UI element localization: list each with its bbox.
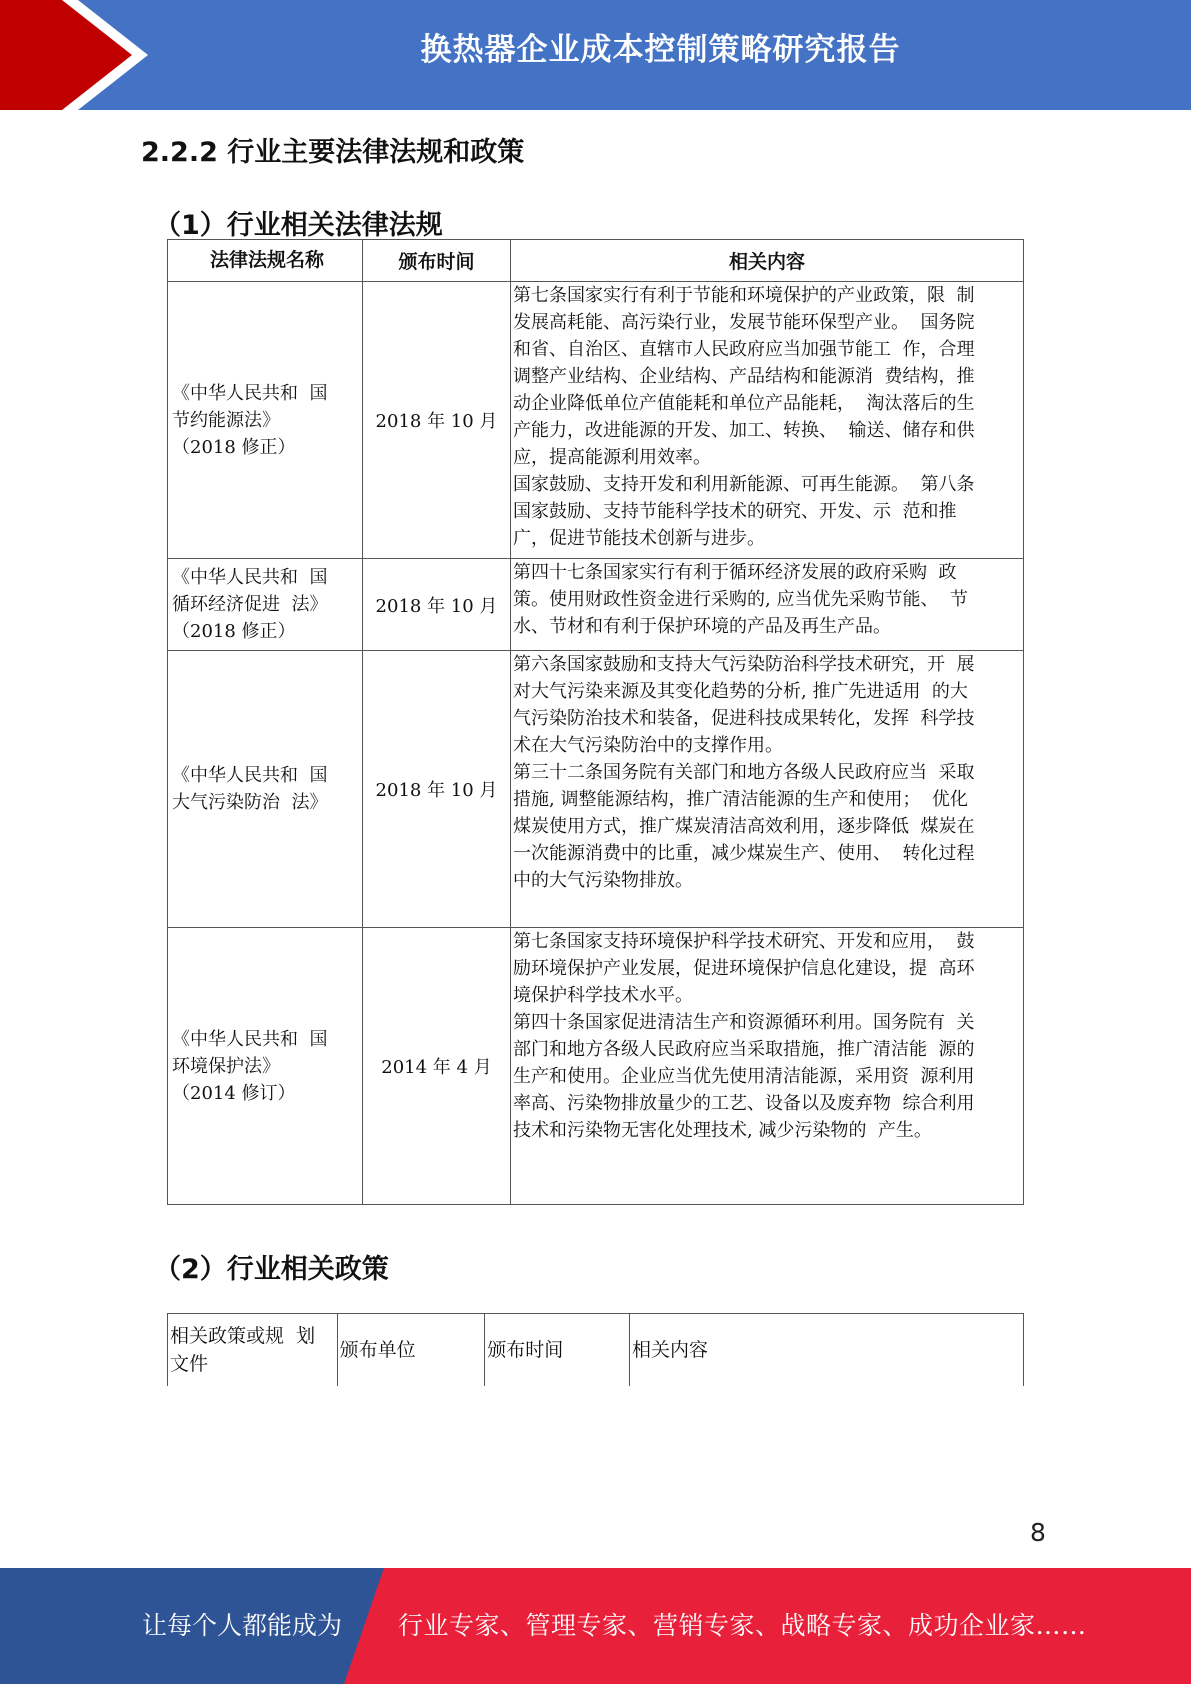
law-name-line: 《中华人民共和 国 <box>172 765 328 786</box>
law-content-cell <box>511 651 1024 928</box>
law-content-line: 生产和使用。企业应当优先使用清洁能源，采用资 源利用 <box>513 1066 975 1087</box>
policy-column-header <box>337 1314 485 1387</box>
laws-table <box>167 239 1024 1205</box>
law-content-line: 第六条国家鼓励和支持大气污染防治科学技术研究，开 展 <box>513 654 975 675</box>
law-name-line: 节约能源法》 <box>172 409 280 431</box>
column-header-name: 法律法规名称 <box>168 240 363 282</box>
law-name-line: 循环经济促进 法》 <box>172 594 328 615</box>
law-content-line: 应，提高能源利用效率。 <box>513 447 711 468</box>
law-content-line: 境保护科学技术水平。 <box>513 985 693 1006</box>
policy-column-header-line: 相关政策或规 划 <box>170 1325 316 1347</box>
law-content-line: 一次能源消费中的比重，减少煤炭生产、使用、 转化过程 <box>513 843 975 864</box>
law-content-line: 国家鼓励、支持开发和利用新能源、可再生能源。 第八条 <box>513 474 975 495</box>
law-date-cell: 2018 年 10 月 <box>363 559 511 651</box>
law-content-line: 术在大气污染防治中的支撑作用。 <box>513 735 783 756</box>
table-row <box>168 651 1024 928</box>
policies-table <box>167 1313 1024 1386</box>
law-name-line: 《中华人民共和 国 <box>172 1028 328 1050</box>
law-content-line: 第三十二条国务院有关部门和地方各级人民政府应当 采取 <box>513 762 975 783</box>
report-title: 换热器企业成本控制策略研究报告 <box>420 32 901 68</box>
law-content-line: 国家鼓励、支持节能科学技术的研究、开发、示 范和推 <box>513 501 957 522</box>
table-row <box>168 282 1024 559</box>
law-name-line: 环境保护法》 <box>172 1055 280 1077</box>
law-content-line: 部门和地方各级人民政府应当采取措施，推广清洁能 源的 <box>513 1039 975 1060</box>
column-header-content: 相关内容 <box>511 240 1024 282</box>
law-content-cell <box>511 928 1024 1205</box>
law-content-line: 发展高耗能、高污染行业，发展节能环保型产业。 国务院 <box>513 312 975 333</box>
law-content-line: 调整产业结构、企业结构、产品结构和能源消 费结构，推 <box>513 366 975 387</box>
law-name-line: （2014 修订） <box>172 1082 296 1104</box>
law-content-line: 励环境保护产业发展，促进环境保护信息化建设，提 高环 <box>513 958 975 979</box>
law-name-line: （2018 修正） <box>172 621 296 642</box>
column-header-date: 颁布时间 <box>363 240 511 282</box>
law-name-cell <box>168 651 363 928</box>
law-name-cell <box>168 928 363 1205</box>
chevron-arrow-icon <box>0 0 160 110</box>
policy-column-header-line: 颁布时间 <box>487 1339 564 1361</box>
law-content-line: 第四十七条国家实行有利于循环经济发展的政府采购 政 <box>513 562 957 583</box>
law-name-line: 大气污染防治 法》 <box>172 792 328 813</box>
law-content-line: 策。使用财政性资金进行采购的, 应当优先采购节能、 节 <box>513 589 968 610</box>
law-date-cell: 2018 年 10 月 <box>363 651 511 928</box>
law-content-line: 对大气污染来源及其变化趋势的分析, 推广先进适用 的大 <box>513 681 968 702</box>
law-content-cell <box>511 559 1024 651</box>
law-content-line: 第七条国家实行有利于节能和环境保护的产业政策，限 制 <box>513 285 975 306</box>
policy-column-header <box>168 1314 338 1387</box>
law-date-cell: 2014 年 4 月 <box>363 928 511 1205</box>
table-header-row <box>168 240 1024 282</box>
page-number: 8 <box>1030 1518 1046 1547</box>
law-name-cell <box>168 282 363 559</box>
law-content-line: 措施, 调整能源结构，推广清洁能源的生产和使用； 优化 <box>513 789 968 810</box>
law-content-line: 第四十条国家促进清洁生产和资源循环利用。国务院有 关 <box>513 1012 975 1033</box>
policy-column-header <box>629 1314 1023 1387</box>
law-content-line: 煤炭使用方式，推广煤炭清洁高效利用，逐步降低 煤炭在 <box>513 816 975 837</box>
section-heading: 2.2.2 行业主要法律法规和政策 <box>141 137 525 168</box>
policy-column-header-line: 颁布单位 <box>339 1339 416 1361</box>
table-row <box>168 559 1024 651</box>
law-content-line: 率高、污染物排放量少的工艺、设备以及废弃物 综合利用 <box>513 1093 975 1114</box>
policies-heading: （2）行业相关政策 <box>154 1254 389 1285</box>
laws-heading: （1）行业相关法律法规 <box>154 210 443 241</box>
table-header-row <box>168 1314 1024 1387</box>
footer-band <box>0 1568 1191 1684</box>
law-content-line: 广，促进节能技术创新与进步。 <box>513 528 765 549</box>
law-content-line: 技术和污染物无害化处理技术, 减少污染物的 产生。 <box>513 1120 932 1141</box>
law-name-line: 《中华人民共和 国 <box>172 567 328 588</box>
policy-column-header-line: 相关内容 <box>631 1339 708 1361</box>
header-band <box>0 0 1191 110</box>
law-date-cell: 2018 年 10 月 <box>363 282 511 559</box>
law-content-line: 产能力，改进能源的开发、加工、转换、 输送、储存和供 <box>513 420 975 441</box>
law-content-line: 和省、自治区、直辖市人民政府应当加强节能工 作，合理 <box>513 339 975 360</box>
law-content-cell <box>511 282 1024 559</box>
policy-column-header-line: 文件 <box>170 1353 209 1375</box>
law-content-line: 动企业降低单位产值能耗和单位产品能耗， 淘汰落后的生 <box>513 393 975 414</box>
law-content-line: 水、节材和有利于保护环境的产品及再生产品。 <box>513 616 891 637</box>
table-row <box>168 928 1024 1205</box>
law-content-line: 气污染防治技术和装备，促进科技成果转化，发挥 科学技 <box>513 708 975 729</box>
footer-slogan-left: 让每个人都能成为 <box>142 1611 343 1640</box>
policy-column-header <box>485 1314 630 1387</box>
law-name-line: （2018 修正） <box>172 436 296 458</box>
law-name-cell <box>168 559 363 651</box>
law-content-line: 第七条国家支持环境保护科学技术研究、开发和应用， 鼓 <box>513 931 975 952</box>
footer-slogan-right: 行业专家、管理专家、营销专家、战略专家、成功企业家…… <box>398 1611 1087 1640</box>
law-name-line: 《中华人民共和 国 <box>172 382 328 404</box>
law-content-line: 中的大气污染物排放。 <box>513 870 693 891</box>
